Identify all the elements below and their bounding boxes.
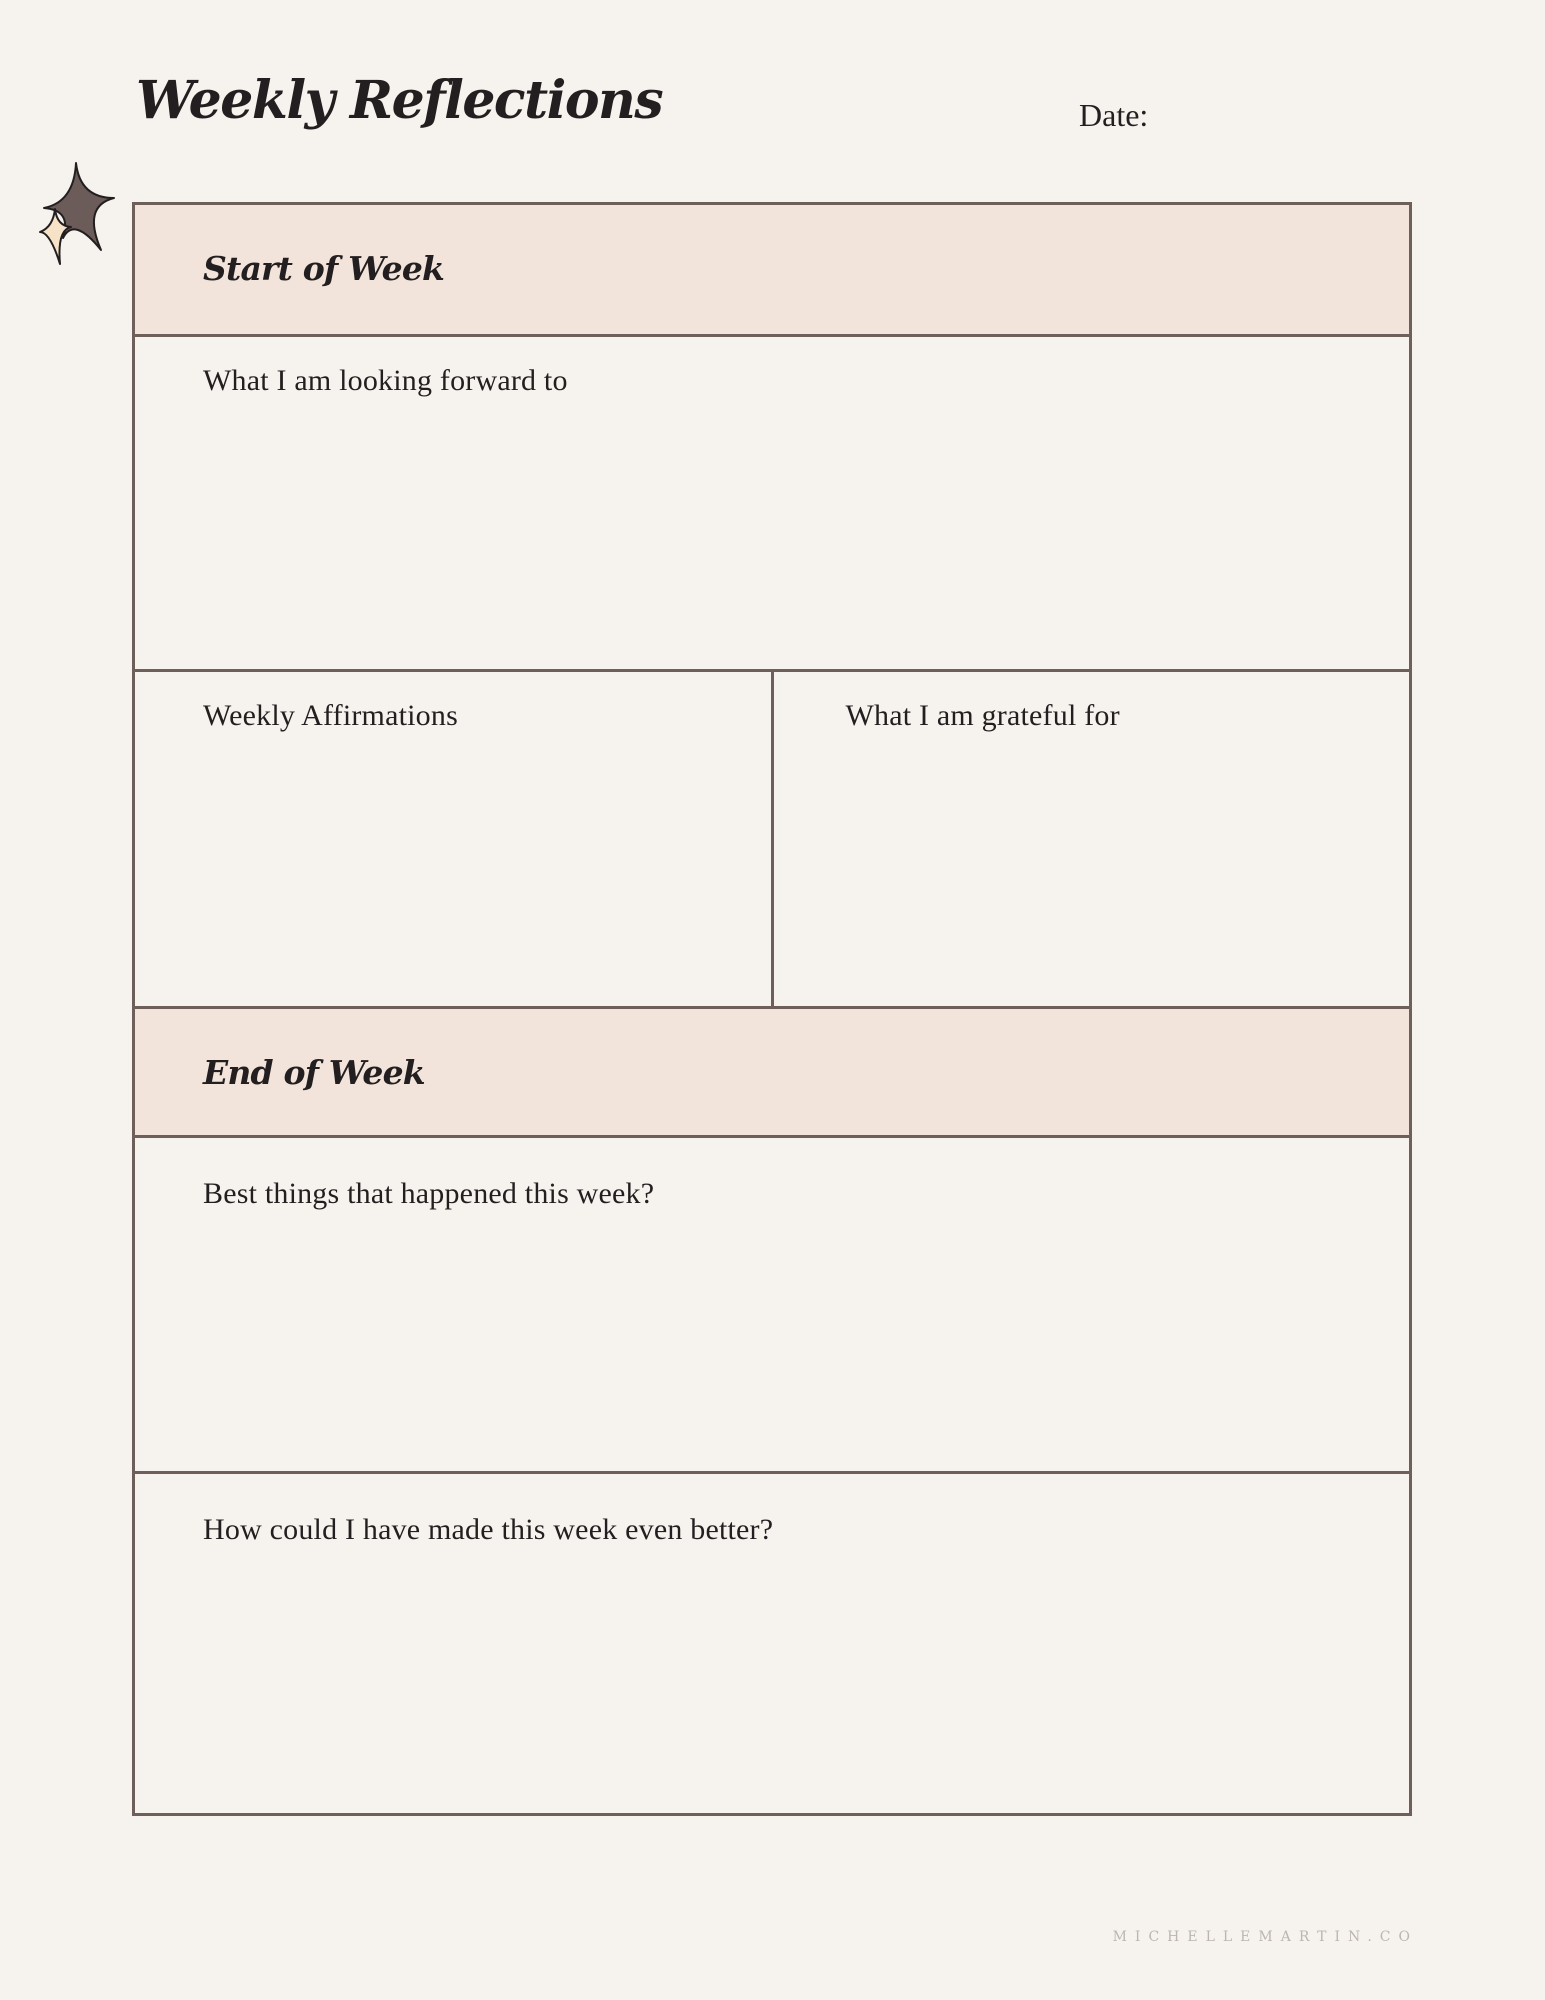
looking-forward-label: What I am looking forward to [203,364,568,397]
looking-forward-box[interactable] [135,337,1409,672]
page-title: Weekly Reflections [136,70,663,131]
footer-credit: MICHELLEMARTIN.CO [1112,1929,1418,1945]
grateful-box[interactable] [774,672,1410,1006]
affirmations-grateful-row [135,672,1409,1006]
reflection-worksheet [132,202,1412,1816]
grateful-label: What I am grateful for [845,699,1120,732]
even-better-label: How could I have made this week even better? [203,1513,774,1546]
best-things-label: Best things that happened this week? [203,1177,655,1210]
end-of-week-title: End of Week [203,1053,425,1092]
start-of-week-title: Start of Week [203,249,445,288]
affirmations-box[interactable] [135,672,774,1006]
sparkles-decoration [36,158,120,272]
affirmations-label: Weekly Affirmations [203,699,458,732]
best-things-box[interactable] [135,1138,1409,1474]
date-label: Date: [1079,97,1149,133]
even-better-box[interactable] [135,1474,1409,1813]
start-of-week-header [135,205,1409,337]
end-of-week-header [135,1006,1409,1138]
